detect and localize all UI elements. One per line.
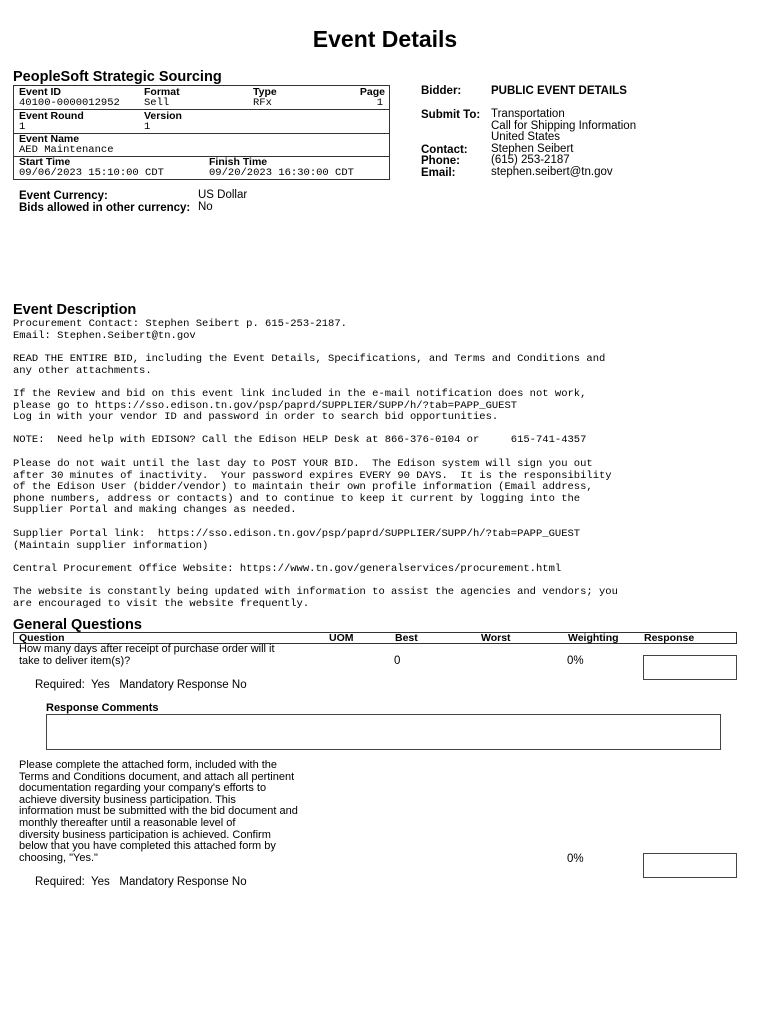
event-round-label: Event Round xyxy=(19,110,84,122)
contact-value: Stephen Seibert xyxy=(491,143,574,155)
finish-time-value: 09/20/2023 16:30:00 CDT xyxy=(209,167,354,179)
column-header-response: Response xyxy=(644,632,695,644)
description-paragraph: READ THE ENTIRE BID, including the Event Details, Specifications, and Terms and Conditions and any other attachments. xyxy=(13,353,606,377)
start-time-label: Start Time xyxy=(19,156,71,168)
version-value: 1 xyxy=(144,121,151,133)
question-weighting-value: 0% xyxy=(567,853,584,865)
divider xyxy=(14,156,389,157)
system-name: PeopleSoft Strategic Sourcing xyxy=(13,69,222,85)
question-text: Please complete the attached form, included with the Terms and Conditions document, and attach all pertinent documentation regarding your company's efforts to achieve diversity business participation. This information must be submitted with the bid document and monthly thereafter until a reasonable level of diversity business participation is achieved. Confirm below that you have completed this attached form by choosing, "Yes." xyxy=(19,759,298,864)
page-title: Event Details xyxy=(312,26,458,52)
description-paragraph: If the Review and bid on this event link included in the e-mail notification does not work, please go to https://sso.edison.tn.gov/psp/paprd/SUPPLIER/SUPP/h/?tab=PAPP_GUEST Log in with your vendor ID and password in order to search bid opportunities. xyxy=(13,388,587,423)
event-info-box xyxy=(13,85,390,180)
response-comments-input[interactable] xyxy=(46,714,721,750)
event-currency-label: Event Currency: xyxy=(19,190,108,202)
column-header-best: Best xyxy=(395,632,418,644)
response-input[interactable] xyxy=(643,853,737,878)
phone-value: (615) 253-2187 xyxy=(491,154,570,166)
response-comments-label: Response Comments xyxy=(46,702,159,714)
description-paragraph: Please do not wait until the last day to POST YOUR BID. The Edison system will sign you out after 30 minutes of inactivity. Your password expires EVERY 90 DAYS. It is the responsibility of the Edison User (bidder/vendor) to maintain their own profile information (Email address, phone numbers, address or contacts) and to continue to keep it current by logging into the Supplier Portal and making changes as needed. xyxy=(13,458,612,516)
format-label: Format xyxy=(144,86,180,98)
other-currency-label: Bids allowed in other currency: xyxy=(19,202,191,214)
submit-line-1: Transportation xyxy=(491,108,565,120)
submit-to-label: Submit To: xyxy=(421,109,481,121)
event-id-value: 40100-0000012952 xyxy=(19,97,120,109)
email-value: stephen.seibert@tn.gov xyxy=(491,166,613,178)
contact-label: Contact: xyxy=(421,144,468,156)
event-name-value: AED Maintenance xyxy=(19,144,114,156)
other-currency-value: No xyxy=(198,201,213,213)
email-label: Email: xyxy=(421,167,456,179)
column-header-weighting: Weighting xyxy=(568,632,619,644)
required-text: Required: Yes Mandatory Response No xyxy=(35,876,247,888)
response-input[interactable] xyxy=(643,655,737,680)
column-header-uom: UOM xyxy=(329,632,354,644)
question-weighting-value: 0% xyxy=(567,655,584,667)
bidder-value: PUBLIC EVENT DETAILS xyxy=(491,85,627,97)
bidder-label: Bidder: xyxy=(421,85,462,97)
format-value: Sell xyxy=(144,97,170,109)
phone-label: Phone: xyxy=(421,155,460,167)
page-value: 1 xyxy=(376,97,383,109)
type-value: RFx xyxy=(253,97,272,109)
question-text: How many days after receipt of purchase order will it take to deliver item(s)? xyxy=(19,643,275,667)
submit-line-2: Call for Shipping Information xyxy=(491,120,637,132)
finish-time-label: Finish Time xyxy=(209,156,268,168)
version-label: Version xyxy=(144,110,182,122)
question-best-value: 0 xyxy=(394,655,401,667)
start-time-value: 09/06/2023 15:10:00 CDT xyxy=(19,167,164,179)
event-round-value: 1 xyxy=(19,121,26,133)
column-header-question: Question xyxy=(19,632,65,644)
event-description-heading: Event Description xyxy=(13,302,137,318)
page-label: Page xyxy=(359,86,385,98)
description-paragraph: Procurement Contact: Stephen Seibert p. 615-253-2187. Email: Stephen.Seibert@tn.gov xyxy=(13,318,347,342)
event-id-label: Event ID xyxy=(19,86,62,98)
event-currency-value: US Dollar xyxy=(198,189,248,201)
event-name-label: Event Name xyxy=(19,133,80,145)
description-paragraph: Central Procurement Office Website: https://www.tn.gov/generalservices/procurement.html xyxy=(13,563,562,575)
required-text: Required: Yes Mandatory Response No xyxy=(35,679,247,691)
submit-line-3: United States xyxy=(491,131,561,143)
description-paragraph: NOTE: Need help with EDISON? Call the Edison HELP Desk at 866-376-0104 or 615-741-4357 xyxy=(13,434,587,446)
general-questions-heading: General Questions xyxy=(13,617,142,633)
column-header-worst: Worst xyxy=(481,632,511,644)
type-label: Type xyxy=(253,86,277,98)
description-paragraph: Supplier Portal link: https://sso.edison.tn.gov/psp/paprd/SUPPLIER/SUPP/h/?tab=PAPP_GUEST (Maintain supplier information) xyxy=(13,528,581,552)
description-paragraph: The website is constantly being updated with information to assist the agencies and vendors; you are encouraged to visit the website frequently. xyxy=(13,586,618,610)
